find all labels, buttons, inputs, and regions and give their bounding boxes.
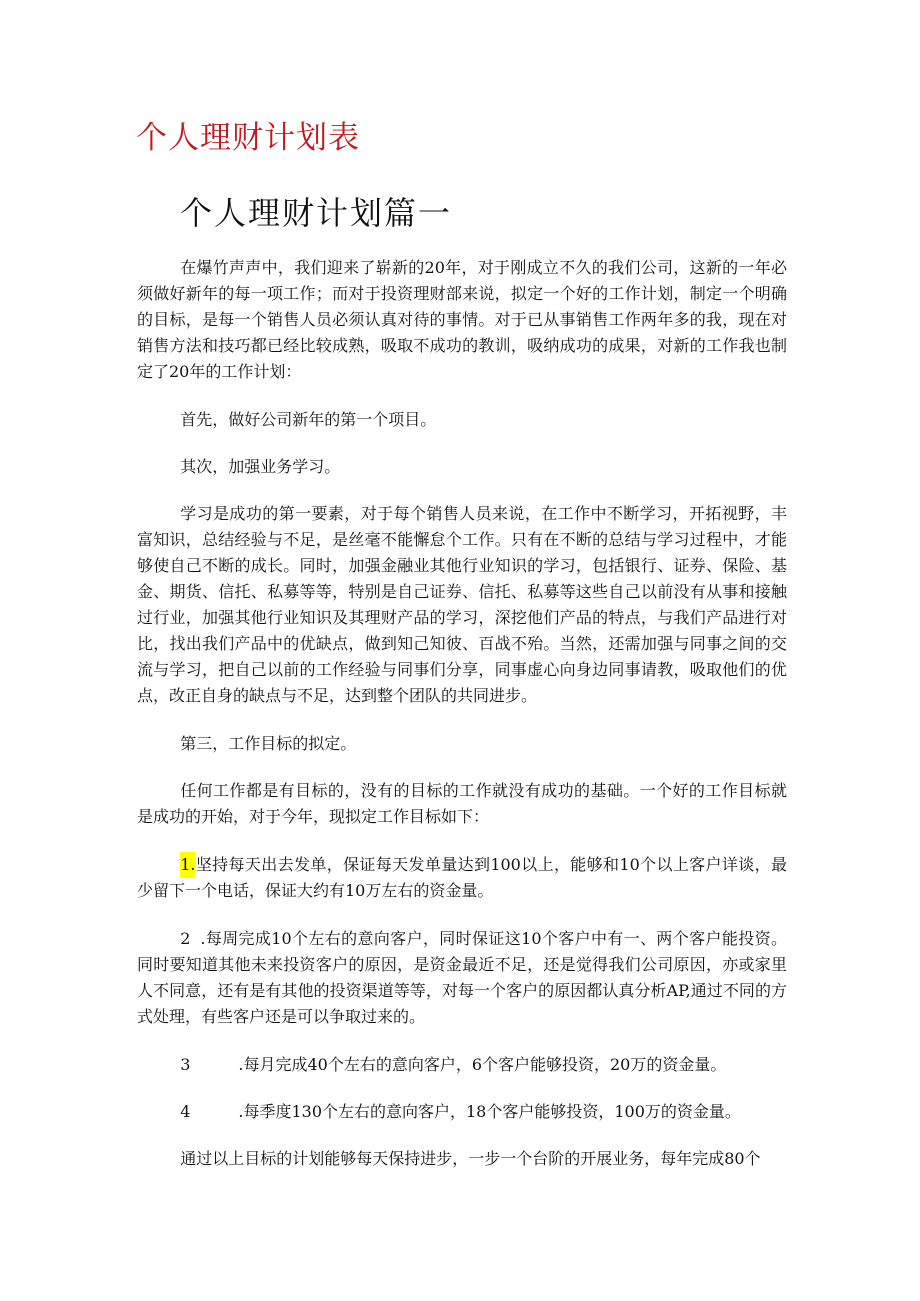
paragraph-goals: 任何工作都是有目标的，没有的目标的工作就没有成功的基础。一个好的工作目标就是成功的开始，对于今年，现拟定工作目标如下： <box>137 781 787 826</box>
paragraph-intro: 在爆竹声声中，我们迎来了崭新的20年，对于刚成立不久的我们公司，这新的一年必须做好新年的每一项工作；而对于投资理财部来说，拟定一个好的工作计划，制定一个明确的目标，是每一个销售人员必须认真对待的事情。对于已从事销售工作两年多的我，现在对销售方法和技巧都已经比较成熟，吸取不成功的教训，吸纳成功的成果，对新的工作我也制定了20年的工作计划： <box>137 258 787 381</box>
paragraph-second-item: 其次，加强业务学习。 <box>180 457 341 476</box>
list-item-2-text: .每周完成10个左右的意向客户，同时保证这10个客户中有一、两个客户能投资。同时要知道其他未来投资客户的原因，是资金最近不足，还是觉得我们公司原因，亦或家里人不同意，还有是有其他的投资渠道等等，对每一个客户的原因都认真分析AP,通过不同的方式处理，有些客户还是可以争取过来的。 <box>137 929 787 1026</box>
list-item-4-number: 4 <box>180 1102 191 1121</box>
paragraph-first-item: 首先，做好公司新年的第一个项目。 <box>180 410 437 429</box>
paragraph-learning: 学习是成功的第一要素，对于每个销售人员来说，在工作中不断学习，开拓视野，丰富知识，总结经验与不足，是丝毫不能懈怠个工作。只有在不断的总结与学习过程中，才能够使自己不断的成长。同时，加强金融业其他行业知识的学习，包括银行、证券、保险、基金、期货、信托、私募等等，特别是自己证券、信托、私募等这些自己以前没有从事和接触过行业，加强其他行业知识及其理财产品的学习，深挖他们产品的特点，与我们产品进行对比，找出我们产品中的优缺点，做到知己知彼、百战不殆。当然，还需加强与同事之间的交流与学习，把自己以前的工作经验与同事们分享，同事虚心向身边同事请教，吸取他们的优点，改正自身的缺点与不足，达到整个团队的共同进步。 <box>137 504 787 705</box>
list-item-3-text: .每月完成40个左右的意向客户，6个客户能够投资，20万的资金量。 <box>238 1055 727 1074</box>
list-item-2-number: 2 <box>180 929 191 948</box>
list-item-3 <box>137 1052 787 1078</box>
list-item-1 <box>137 852 787 904</box>
list-item-3-number: 3 <box>180 1055 191 1074</box>
list-item-1-text: 坚持每天出去发单，保证每天发单量达到100以上，能够和10个以上客户详谈，最少留下一个电话，保证大约有10万左右的资金量。 <box>137 855 787 900</box>
paragraph-conclusion: 通过以上目标的计划能够每天保持进步，一步一个台阶的开展业务，每年完成80个 <box>180 1149 761 1168</box>
list-item-4-text: .每季度130个左右的意向客户，18个客户能够投资，100万的资金量。 <box>238 1102 741 1121</box>
paragraph-third-item: 第三，工作目标的拟定。 <box>180 734 357 753</box>
section-title: 个人理财计划篇一 <box>180 194 453 232</box>
document-body <box>137 255 787 1193</box>
document-title: 个人理财计划表 <box>136 120 360 156</box>
list-item-4 <box>137 1099 787 1125</box>
list-item-2 <box>137 926 787 1030</box>
list-item-1-number: 1. <box>180 852 195 878</box>
